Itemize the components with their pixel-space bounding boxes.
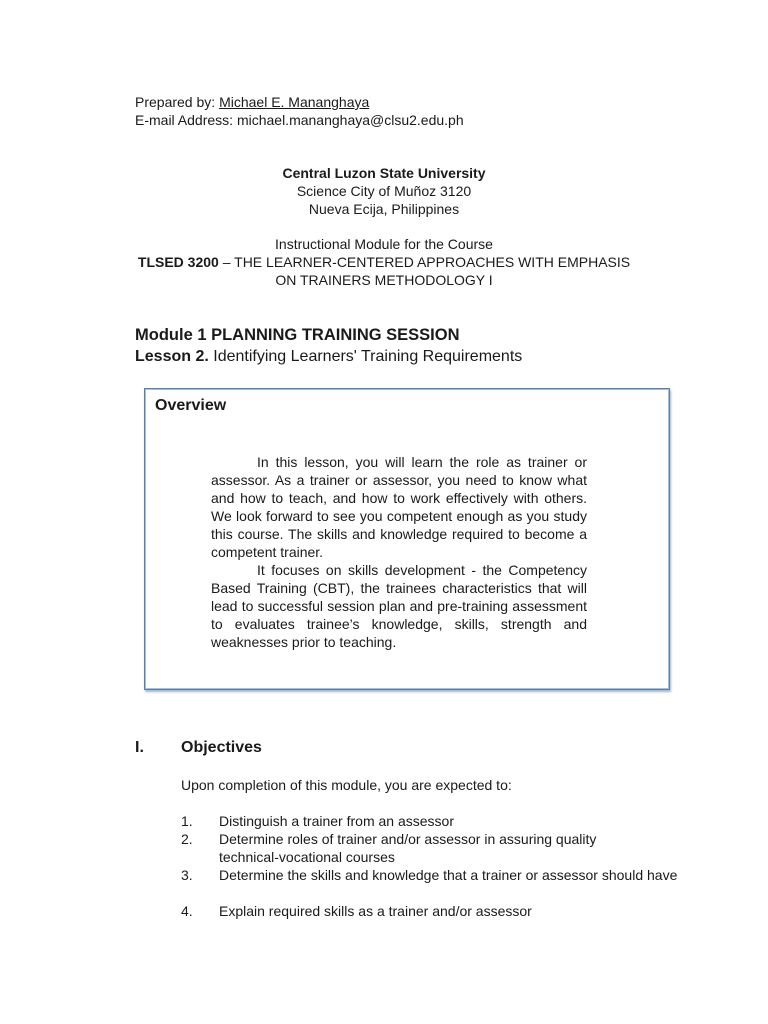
- course-title-part-1: – THE LEARNER-CENTERED APPROACHES WITH EMPHASIS: [218, 254, 631, 270]
- module-title: Module 1 PLANNING TRAINING SESSION: [135, 326, 460, 344]
- objective-number: 2.: [181, 831, 193, 847]
- objectives-intro: Upon completion of this module, you are expected to:: [181, 777, 512, 793]
- lesson-title: [135, 346, 522, 367]
- lesson-label: Lesson 2.: [135, 348, 209, 365]
- objective-item: [0, 812, 768, 830]
- university-name: Central Luzon State University: [282, 165, 486, 181]
- overview-body: [211, 453, 587, 651]
- objective-text: Distinguish a trainer from an assessor: [219, 813, 454, 829]
- overview-heading: Overview: [155, 397, 227, 414]
- prepared-by-label: Prepared by:: [135, 94, 216, 110]
- prepared-by-line: [135, 93, 369, 111]
- email-label: E-mail Address:: [135, 112, 234, 128]
- course-title-line-2: ON TRAINERS METHODOLOGY I: [275, 272, 493, 288]
- course-code: TLSED 3200: [137, 254, 219, 270]
- objective-item: [0, 902, 768, 920]
- course-title-line-1: [0, 253, 768, 271]
- overview-paragraph-2: It focuses on skills development - the Competency Based Training (CBT), the trainees characteristics that will lead to successful session plan and pre-training assessment to evaluates trainee’s knowledge, skills, strength and weaknesses prior to teaching.: [211, 562, 587, 650]
- objective-item: [0, 866, 768, 902]
- overview-paragraph-1: In this lesson, you will learn the role as trainer or assessor. As a trainer or assessor, you need to know what and how to teach, and how to work effectively with others. We look forward to see you competent enough as you study this course. The skills and knowledge required to become a competent trainer.: [211, 454, 587, 560]
- address-line-2: Nueva Ecija, Philippines: [308, 201, 460, 217]
- objective-number: 3.: [181, 867, 193, 883]
- objectives-heading: Objectives: [181, 739, 262, 756]
- objective-text: Determine roles of trainer and/or assessor in assuring quality technical-vocational courses: [219, 831, 597, 865]
- module-for-line: Instructional Module for the Course: [275, 236, 493, 252]
- objective-number: 4.: [181, 903, 193, 919]
- objectives-numeral: I.: [135, 739, 144, 756]
- address-line-1: Science City of Muñoz 3120: [296, 183, 472, 199]
- objective-text: Explain required skills as a trainer and/or assessor: [219, 903, 532, 919]
- objective-item: [0, 830, 768, 866]
- author-name: Michael E. Mananghaya: [219, 94, 370, 110]
- lesson-name: Identifying Learners' Training Requirements: [208, 348, 523, 365]
- objective-number: 1.: [181, 813, 193, 829]
- email-address: michael.mananghaya@clsu2.edu.ph: [236, 112, 464, 128]
- email-line: [135, 111, 464, 129]
- overview-box: [144, 388, 670, 690]
- objective-text: Determine the skills and knowledge that a trainer or assessor should have: [219, 867, 678, 883]
